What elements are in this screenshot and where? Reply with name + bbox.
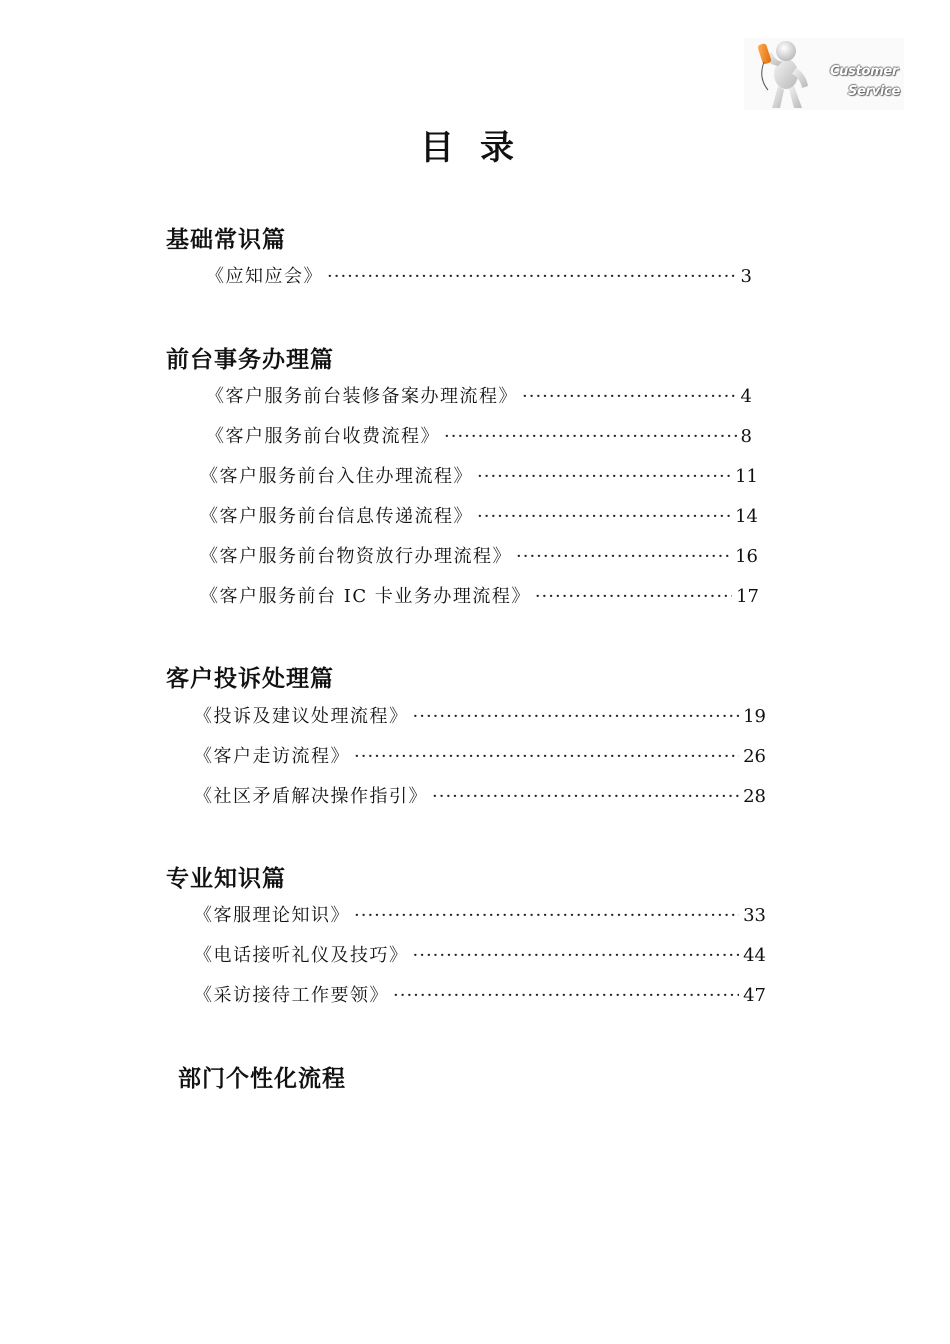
toc-entry-page: 17 [736, 586, 759, 607]
section-heading-front-desk: 前台事务办理篇 [166, 347, 334, 373]
page-title: 目录 [420, 128, 540, 168]
toc-entry-page: 16 [735, 546, 758, 567]
logo-text-customer: Customer [829, 64, 898, 79]
toc-entry-title: 《客户服务前台装修备案办理流程》 [206, 386, 518, 407]
toc-entry-title: 《电话接听礼仪及技巧》 [194, 945, 409, 966]
toc-entry-page: 11 [735, 466, 758, 487]
toc-entry-title: 《投诉及建议处理流程》 [194, 706, 409, 727]
toc-entry-page: 47 [743, 985, 766, 1006]
toc-entry-title: 《采访接待工作要领》 [194, 985, 389, 1006]
toc-entry-title: 《客户走访流程》 [194, 746, 350, 767]
toc-entry-page: 44 [743, 945, 766, 966]
toc-entry-title: 《客服理论知识》 [194, 905, 350, 926]
toc-leader-dots [413, 945, 740, 966]
toc-entry-page: 28 [743, 786, 766, 807]
toc-entry-title: 《客户服务前台收费流程》 [206, 426, 440, 447]
toc-leader-dots [413, 706, 740, 727]
section-heading-department: 部门个性化流程 [178, 1066, 346, 1092]
toc-leader-dots [393, 985, 739, 1006]
toc-entry-title: 《社区矛盾解决操作指引》 [194, 786, 428, 807]
toc-entry[interactable] [200, 502, 758, 530]
toc-entry[interactable] [194, 782, 766, 810]
toc-entry[interactable] [194, 941, 766, 969]
toc-entry-title: 《应知应会》 [206, 266, 323, 287]
toc-leader-dots [354, 905, 739, 926]
toc-entry-title: 《客户服务前台物资放行办理流程》 [200, 546, 512, 567]
toc-entry[interactable] [194, 742, 766, 770]
toc-entry[interactable] [200, 582, 759, 610]
toc-entry-page: 33 [743, 905, 766, 926]
toc-leader-dots [327, 266, 737, 287]
toc-entry[interactable] [200, 462, 758, 490]
section-heading-professional: 专业知识篇 [166, 866, 286, 892]
toc-entry[interactable] [200, 542, 758, 570]
toc-leader-dots [432, 786, 739, 807]
toc-entry[interactable] [194, 702, 766, 730]
toc-entry-page: 4 [740, 386, 752, 407]
toc-entry-title: 《客户服务前台入住办理流程》 [200, 466, 473, 487]
toc-entry[interactable] [206, 422, 752, 450]
toc-entry-title: 《客户服务前台 IC 卡业务办理流程》 [200, 586, 531, 607]
toc-entry-page: 3 [740, 266, 752, 287]
toc-leader-dots [354, 746, 739, 767]
toc-leader-dots [522, 386, 737, 407]
toc-leader-dots [516, 546, 731, 567]
toc-entry[interactable] [206, 382, 752, 410]
logo-text-service: Service [848, 84, 900, 99]
toc-entry-page: 8 [740, 426, 752, 447]
toc-entry-title: 《客户服务前台信息传递流程》 [200, 506, 473, 527]
toc-entry[interactable] [194, 901, 766, 929]
toc-leader-dots [535, 586, 732, 607]
toc-leader-dots [477, 466, 731, 487]
customer-service-logo [744, 38, 904, 110]
toc-entry-page: 26 [743, 746, 766, 767]
toc-entry-page: 14 [735, 506, 758, 527]
toc-entry[interactable] [194, 981, 766, 1009]
section-heading-complaints: 客户投诉处理篇 [166, 666, 334, 692]
toc-entry[interactable] [206, 262, 752, 290]
toc-entry-page: 19 [743, 706, 766, 727]
toc-leader-dots [477, 506, 731, 527]
toc-leader-dots [444, 426, 737, 447]
section-heading-basics: 基础常识篇 [166, 227, 286, 253]
